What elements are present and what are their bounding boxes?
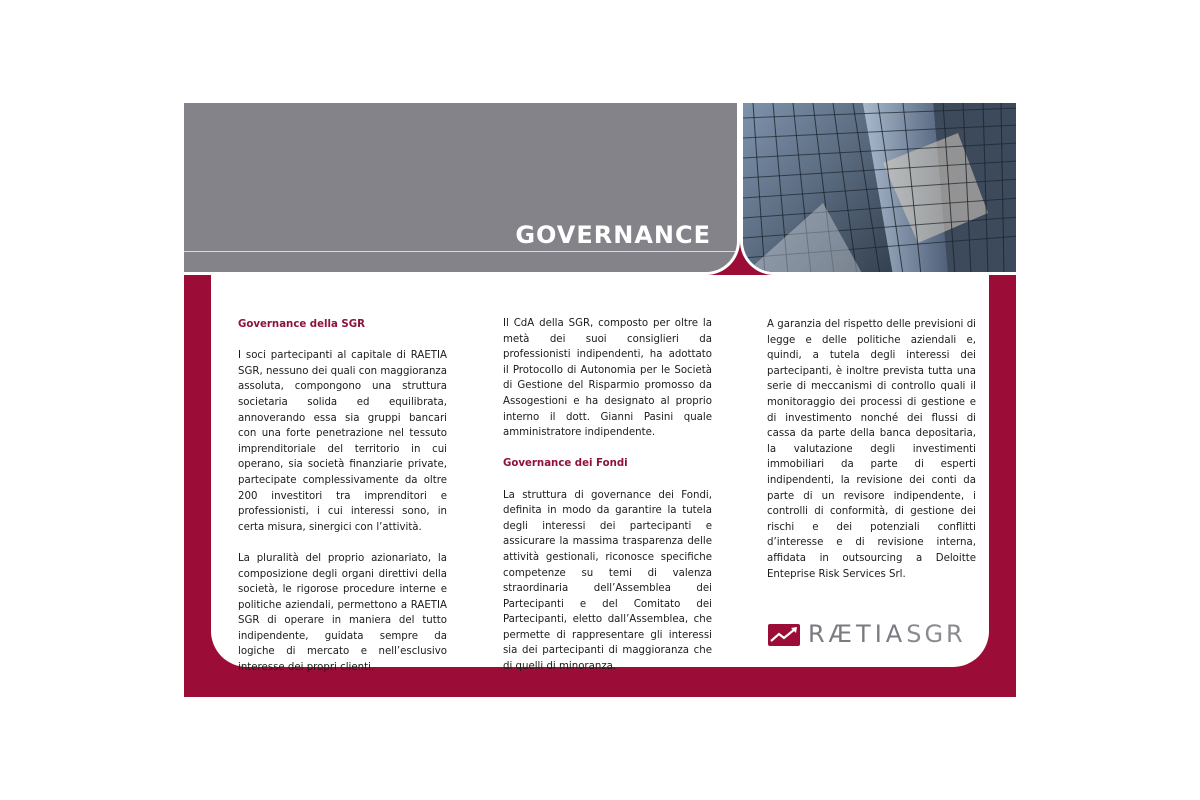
column-left [238, 317, 447, 691]
column-middle [503, 316, 712, 690]
paragraph-struttura-fondi: La struttura di governance dei Fondi, definita in modo da garantire la tutela degli interessi dei partecipanti e assicurare la massima trasparenza delle attività gestionali, riconosce specifiche competenze su temi di valenza straordinaria dell’Assemblea dei Partecipanti e del Comitato dei Partecipanti, eletto dall’Assemblea, che permette di rappresentare gli interessi sia dei partecipanti di maggioranza che di quelli di minoranza. [503, 489, 712, 673]
building-photo [740, 103, 1016, 275]
header-rule [184, 251, 737, 252]
logo-wordmark [808, 620, 966, 648]
glass-building-image [743, 103, 1016, 275]
logo-suffix: SGR [906, 620, 966, 648]
paragraph-soci: I soci partecipanti al capitale di RAETIA SGR, nessuno dei quali con maggioranza assoluta, compongono una struttura societaria solida ed equilibrata, annoverando essa sia gruppi bancari con una forte penetrazione nel tessuto imprenditoriale del territorio in cui operano, sia società finanziarie private, partecipate complessivamente da oltre 200 investitori tra imprenditori e professionisti, i cui interessi sono, in certa misura, sinergici con l’attività. [238, 350, 447, 533]
paragraph-controlli: A garanzia del rispetto delle previsioni di legge e delle politiche aziendali e, quindi, a tutela degli interessi dei partecipanti, è inoltre prevista tutta una serie di meccanismi di controllo quali il monitoraggio dei processi di gestione e di investimento nonché dei flussi di cassa da parte della banca depositaria, la valutazione degli investimenti immobiliari da parte di esperti indipendenti, la revisione dei conti da parte di un revisore indipendente, i controlli di conformità, di gestione dei rischi e dei potenziali conflitti d’interesse e di revisione interna, affidata in outsourcing a Deloitte Enteprise Risk Services Srl. [767, 319, 976, 580]
raetia-sgr-logo [768, 620, 968, 650]
brochure-page [184, 103, 1016, 697]
paragraph-pluralita: La pluralità del proprio azionariato, la composizione degli organi direttivi della società, le rigorose procedure interne e politiche aziendali, permettono a RAETIA SGR di operare in maniera del tutto indipendente, guidata sempre da logiche di mercato e nell’esclusivo interesse dei propri clienti. [238, 552, 447, 674]
page-title: GOVERNANCE [515, 221, 711, 249]
section-title-governance-fondi: Governance dei Fondi [503, 458, 628, 470]
logo-name: RÆTIA [808, 620, 907, 648]
chart-arrow-logo-icon [768, 624, 800, 646]
content-panel [211, 275, 989, 674]
column-right [767, 317, 976, 598]
paragraph-cda: Il CdA della SGR, composto per oltre la metà dei suoi consiglieri da professionisti indipendenti, ha adottato il Protocollo di Autonomia per le Società di Gestione del Risparmio promosso da Assogestioni e ha designato al proprio interno il dott. Gianni Pasini quale amministratore indipendente. [503, 318, 712, 439]
section-title-governance-sgr: Governance della SGR [238, 319, 365, 330]
header-band [184, 103, 740, 275]
